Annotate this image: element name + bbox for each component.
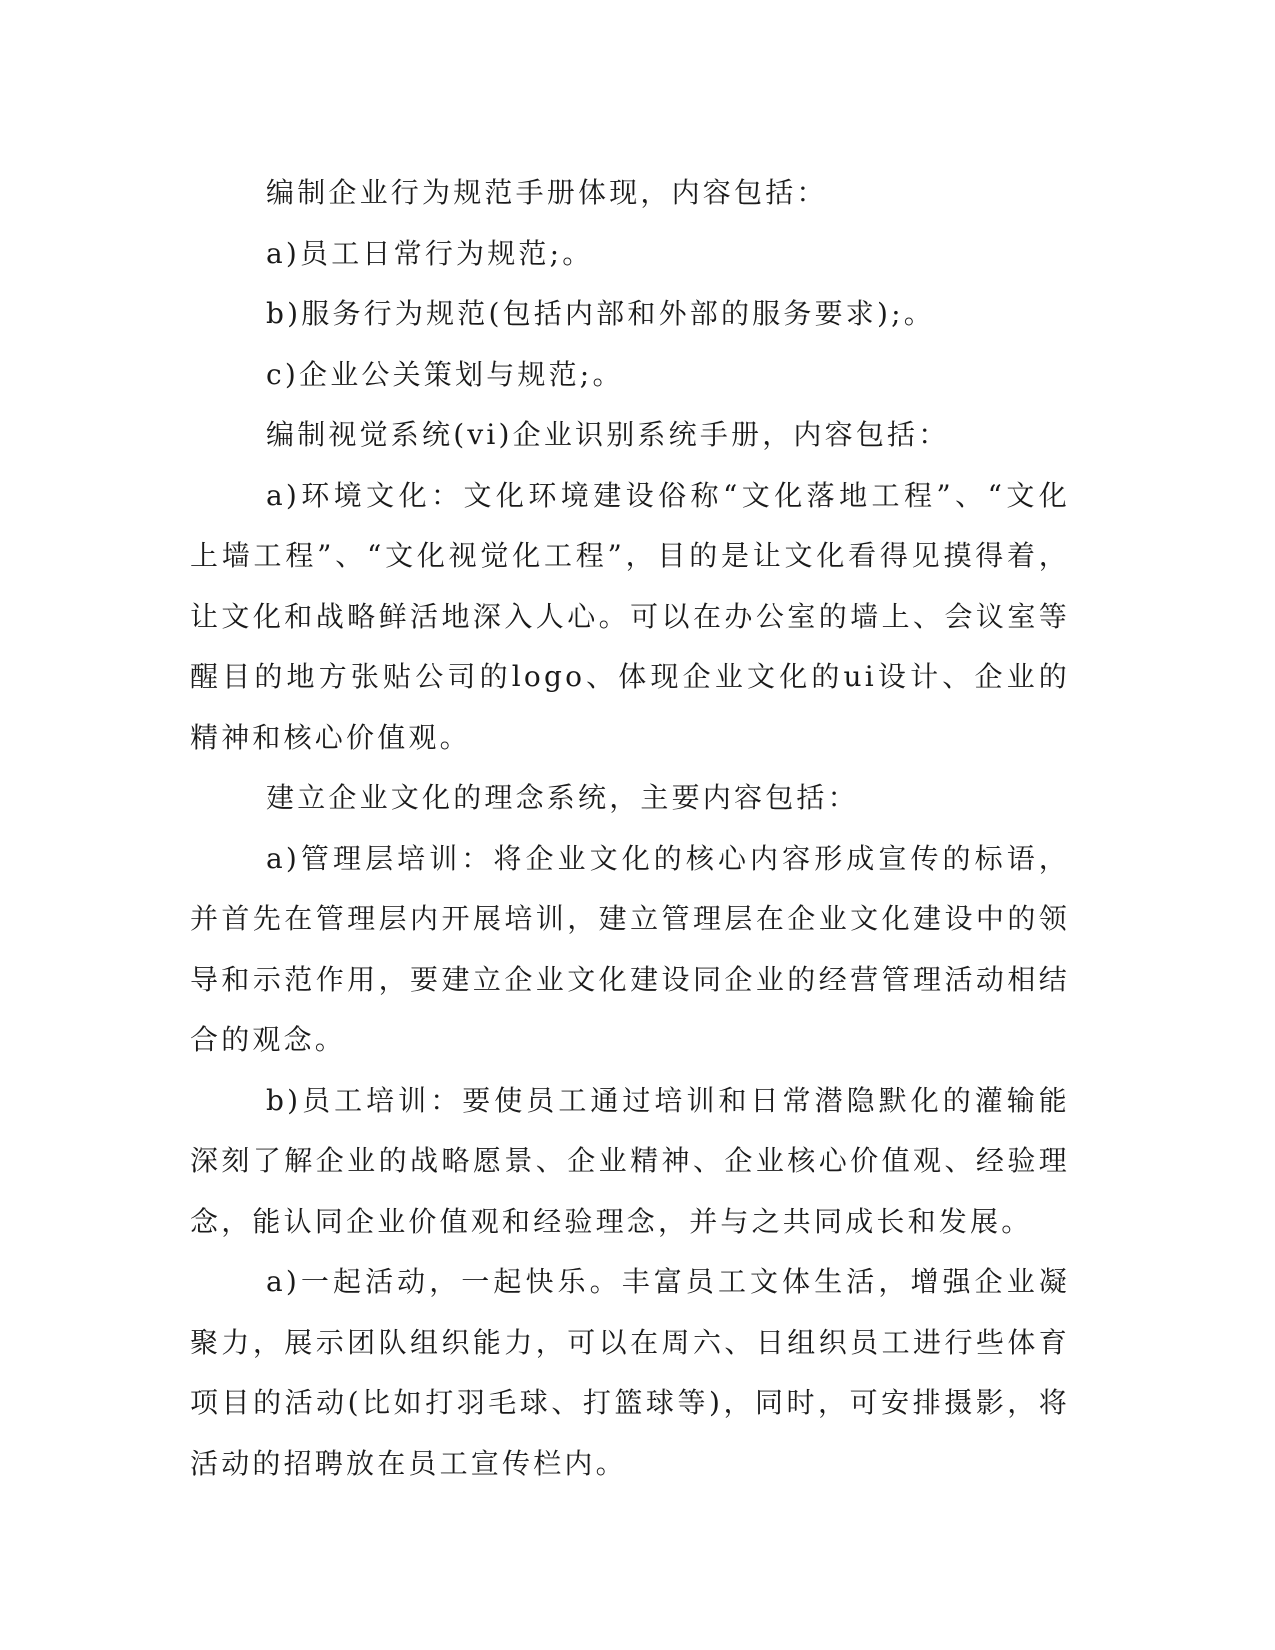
paragraph-vi-manual-intro: 编制视觉系统(vi)企业识别系统手册，内容包括：: [266, 418, 950, 451]
document-body: [190, 163, 1070, 1494]
paragraph-public-relations: c)企业公关策划与规范;。: [266, 357, 624, 391]
paragraph-behavior-manual-intro: 编制企业行为规范手册体现，内容包括：: [266, 176, 828, 209]
paragraph-service-behavior: b)服务行为规范(包括内部和外部的服务要求);。: [266, 297, 935, 330]
paragraph-employee-training: b)员工培训：要使员工通过培训和日常潜隐默化的灌输能深刻了解企业的战略愿景、企业精神、企业核心价值观、经验理念，能认同企业价值观和经验理念，并与之共同成长和发展。: [190, 1083, 1070, 1238]
paragraph-concept-system-intro: 建立企业文化的理念系统，主要内容包括：: [266, 781, 859, 814]
paragraph-management-training: a)管理层培训：将企业文化的核心内容形成宣传的标语，并首先在管理层内开展培训，建立管理层在企业文化建设中的领导和示范作用，要建立企业文化建设同企业的经营管理活动相结合的观念。: [190, 841, 1070, 1056]
paragraph-daily-behavior: a)员工日常行为规范;。: [266, 236, 594, 270]
paragraph-environment-culture: a)环境文化：文化环境建设俗称“文化落地工程”、“文化上墙工程”、“文化视觉化工程”，目的是让文化看得见摸得着，让文化和战略鲜活地深入人心。可以在办公室的墙上、会议室等醒目的地方张贴公司的logo、体现企业文化的ui设计、企业的精神和核心价值观。: [190, 478, 1070, 754]
paragraph-activities: a)一起活动，一起快乐。丰富员工文体生活，增强企业凝聚力，展示团队组织能力，可以在周六、日组织员工进行些体育项目的活动(比如打羽毛球、打篮球等)，同时，可安排摄影，将活动的招聘放在员工宣传栏内。: [190, 1265, 1070, 1480]
